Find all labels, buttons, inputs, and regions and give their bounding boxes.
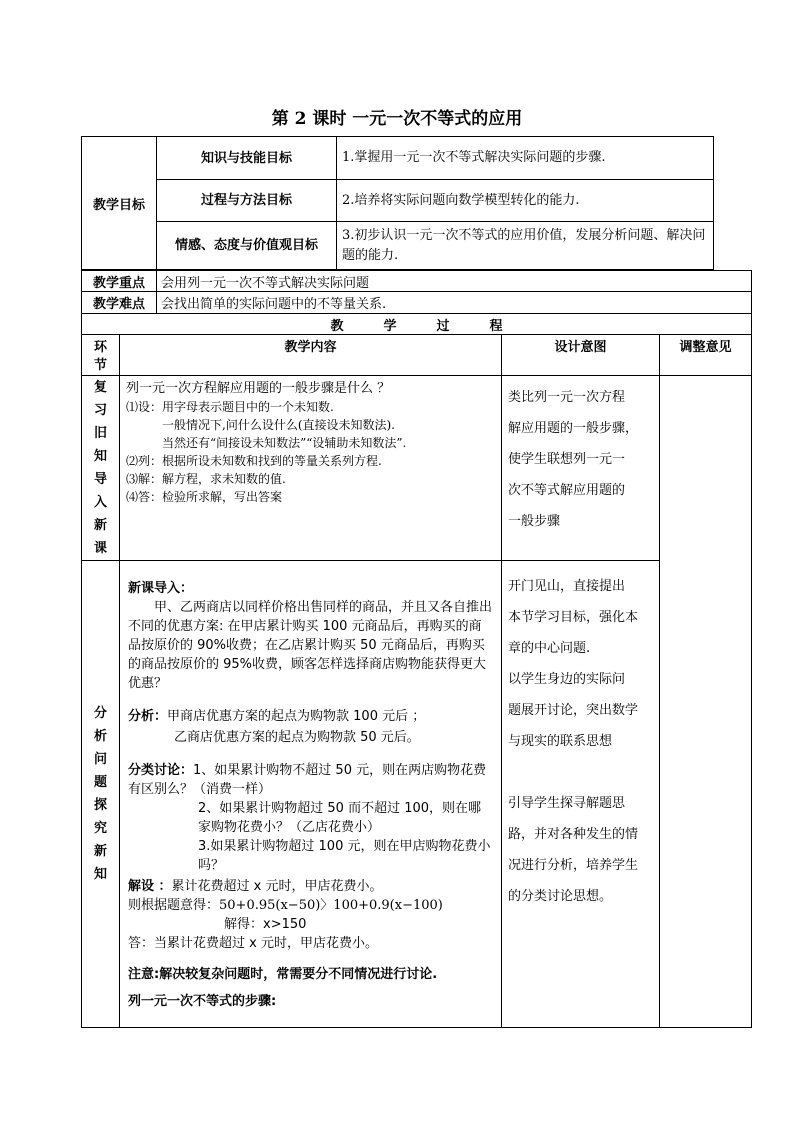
objective-text-knowledge: 1.掌握用一元一次不等式解决实际问题的步骤. xyxy=(337,137,714,180)
key-point-label: 教学重点 xyxy=(82,271,157,292)
equation-prefix: 则根据题意得： xyxy=(128,898,220,913)
answer-text: 答：当累计花费超过 x 元时，甲店花费小。 xyxy=(128,936,378,951)
analysis-design-line: 路，并对各种发生的情 xyxy=(508,827,639,842)
solve-text: 累计花费超过 x 元时，甲店花费小。 xyxy=(171,879,383,894)
analysis-line-2: 乙商店优惠方案的起点为购物款 50 元后。 xyxy=(174,730,420,745)
analysis-design-line: 况进行分析，培养学生 xyxy=(508,858,639,873)
review-design xyxy=(502,376,660,561)
objective-sub-attitude: 情感、态度与价值观目标 xyxy=(157,222,337,270)
review-design-line: 次不等式解应用题的 xyxy=(508,483,626,498)
analysis-line-1: 甲商店优惠方案的起点为购物款 100 元后 ； xyxy=(167,709,426,724)
difficulty-text: 会找出简单的实际问题中的不等量关系. xyxy=(157,292,752,314)
objective-text-process: 2.培养将实际问题向数学模型转化的能力. xyxy=(337,180,714,222)
analysis-design-line: 以学生身边的实际问 xyxy=(508,672,626,687)
review-line-step4: ⑷答：检验所求解，写出答案 xyxy=(126,490,283,504)
analysis-design-line: 开门见山，直接提出 xyxy=(508,579,626,594)
review-content xyxy=(120,376,502,561)
process-table xyxy=(81,270,752,1028)
discuss-item-1: 1、如果累计购物不超过 50 元，则在两店购物花费有区别么？（消费一样） xyxy=(128,763,487,797)
objective-text-attitude: 3.初步认识一元一次不等式的应用价值，发展分析问题、解决问题的能力. xyxy=(337,222,714,270)
solve-label: 解设 ： xyxy=(128,879,172,894)
analysis-design-line: 章的中心问题. xyxy=(508,641,591,656)
analysis-label: 分析： xyxy=(128,709,168,724)
review-design-line: 一般步骤 xyxy=(508,514,561,529)
adjust-cell xyxy=(660,376,752,1028)
column-adjust-header: 调整意见 xyxy=(660,335,752,376)
analysis-design-line: 的分类讨论思想。 xyxy=(508,889,613,904)
review-line-step1-b: 当然还有“间接设未知数法”“设辅助未知数法”. xyxy=(162,436,407,450)
analysis-design-line: 题展开讨论，突出数学 xyxy=(508,703,639,718)
column-stage-header xyxy=(82,335,120,376)
analysis-design-line: 与现实的联系思想 xyxy=(508,734,613,749)
discuss-label: 分类讨论： xyxy=(128,763,194,778)
review-line-step3: ⑶解：解方程，求未知数的值. xyxy=(126,472,286,486)
analysis-design-line: 本节学习目标，强化本 xyxy=(508,610,639,625)
review-line-question: 列一元一次方程解应用题的一般步骤是什么 ？ xyxy=(126,381,391,396)
objectives-label: 教学目标 xyxy=(82,137,157,270)
review-design-line: 使学生联想列一元一 xyxy=(508,452,626,467)
intro-label: 新课导入： xyxy=(128,581,194,596)
review-line-step1-a: 一般情况下,问什么设什么(直接设未知数法). xyxy=(162,418,395,432)
result-text: 解得：x>150 xyxy=(224,917,307,932)
discuss-item-2: 2、如果累计购物超过 50 而不超过 100，则在哪家购物花费小？（乙店花费小） xyxy=(198,801,482,835)
analysis-design xyxy=(502,561,660,1028)
key-point-text: 会用列一元一次不等式解决实际问题 xyxy=(157,271,752,292)
analysis-content xyxy=(120,561,502,1028)
review-stage-cell xyxy=(82,376,120,561)
column-content-header: 教学内容 xyxy=(120,335,502,376)
review-stage-label: 复习旧知导入新课 xyxy=(93,380,107,556)
objectives-table xyxy=(81,136,714,270)
analysis-design-line: 引导学生探寻解题思 xyxy=(508,796,626,811)
objective-sub-knowledge: 知识与技能目标 xyxy=(157,137,337,180)
review-design-line: 解应用题的一般步骤， xyxy=(508,421,639,436)
review-line-step1: ⑴设：用字母表示题目中的一个未知数. xyxy=(126,400,334,414)
process-header: 教学过程 xyxy=(82,314,752,335)
column-design-header: 设计意图 xyxy=(502,335,660,376)
review-design-line: 类比列一元一次方程 xyxy=(508,390,626,405)
difficulty-label: 教学难点 xyxy=(82,292,157,314)
page-title: 第 2 课时 一元一次不等式的应用 xyxy=(271,109,523,129)
review-line-step2: ⑵列：根据所设未知数和找到的等量关系列方程. xyxy=(126,454,382,468)
note-text: 注意:解决较复杂问题时，常需要分不同情况进行讨论. xyxy=(128,967,438,982)
column-stage-text: 环节 xyxy=(93,340,107,373)
equation: 50+0.95(x−50)〉100+0.9(x−100) xyxy=(219,898,443,913)
steps-text: 列一元一次不等式的步骤: xyxy=(128,994,277,1009)
discuss-item-3: 3.如果累计购物超过 100 元，则在甲店购物花费小吗？ xyxy=(198,839,491,873)
analysis-design-spacer xyxy=(508,757,653,788)
analysis-stage-label: 分析问题探究新知 xyxy=(93,706,107,882)
objective-sub-process: 过程与方法目标 xyxy=(157,180,337,222)
analysis-stage-cell xyxy=(82,561,120,1028)
intro-text: 甲、乙两商店以同样价格出售同样的商品，并且又各自推出不同的优惠方案: 在甲店累计购买 100 元商品后，再购买的商品按原价的 90%收费；在乙店累计购买 50 元商品后，再购买的商品按原价的 95%收费，顾客怎样选择商店购物能获得更大优惠？ xyxy=(128,600,493,691)
